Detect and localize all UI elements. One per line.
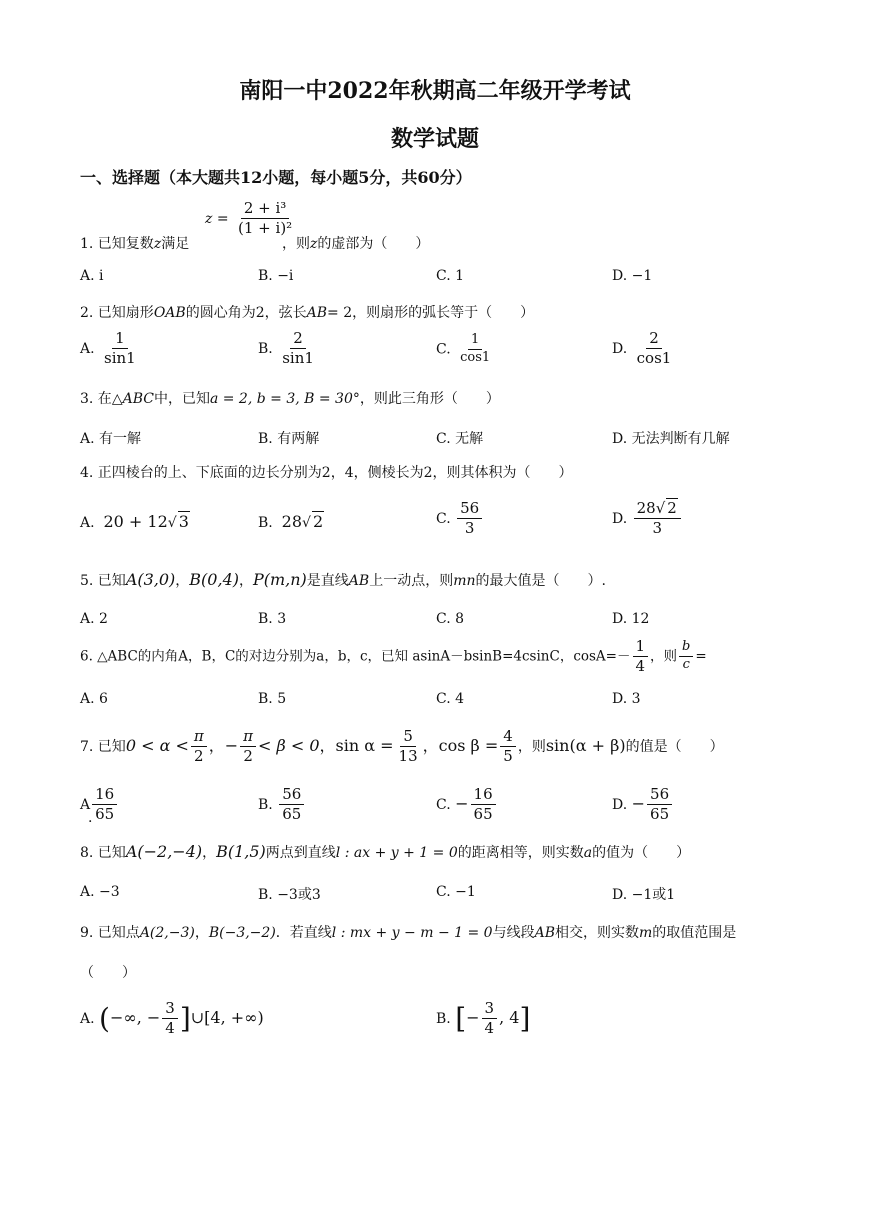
q2-option-a: A. $\frac{1}{\sin 1}$ (80, 329, 136, 368)
question-9-paren: （ ） (80, 965, 136, 981)
exam-title: 南阳一中2022年秋期高二年级开学考试 (239, 78, 631, 104)
q1-option-d: D. −1 (612, 268, 653, 284)
q8-option-d: D. −1或1 (612, 887, 676, 903)
question-7: 7. 已知0 < α < $\frac{\pi}{2}$ ，− $\frac{\pi}{2}$ < β < 0，sin α = $\frac{5}{13}$ ，cos β = $\frac{4}{5}$ ，则sin(α + β)的值是（ ） (80, 727, 724, 766)
q4-option-a: A. 20 + 12√ 3 (80, 512, 189, 531)
q7-option-a-dot: . (88, 810, 93, 826)
q5-option-a: A. 2 (80, 611, 108, 627)
question-2: 2. 已知扇形OAB的圆心角为2，弦长AB= 2，则扇形的弧长等于（ ） (80, 305, 535, 321)
q9-option-a: A. (−∞, − $\frac{3}{4}$ ]∪[4, +∞) (80, 999, 264, 1038)
question-9: 9. 已知点A(2,−3)，B(−3,−2)．若直线l : mx + y − m − 1 = 0与线段AB相交，则实数m的取值范围是 (80, 925, 737, 941)
question-1-text: 1. 已知复数z满足 (80, 236, 190, 252)
q3-option-b: B. 有两解 (258, 431, 320, 447)
question-5: 5. 已知A(3,0)，B(0,4)，P(m,n)是直线AB上一动点，则mn的最大值是（ ）. (80, 570, 606, 589)
q8-option-b: B. −3或3 (258, 887, 321, 903)
question-1-tail: ，则z的虚部为（ ） (282, 236, 430, 252)
q5-option-c: C. 8 (436, 611, 465, 627)
q1-option-c: C. 1 (436, 268, 465, 284)
q4-option-b: B. 28√ 2 (258, 512, 324, 531)
q6-option-b: B. 5 (258, 691, 287, 707)
q7-option-b: B. $\frac{56}{65}$ (258, 786, 306, 824)
q1-option-b: B. −i (258, 268, 294, 284)
q9-option-b: B. [− $\frac{3}{4}$ , 4] (436, 999, 531, 1038)
q5-option-d: D. 12 (612, 611, 650, 627)
q3-option-a: A. 有一解 (80, 431, 142, 447)
question-4: 4. 正四棱台的上、下底面的边长分别为2，4，侧棱长为2，则其体积为（ ） (80, 465, 573, 481)
q2-option-d: D. $\frac{2}{\cos 1}$ (612, 329, 672, 368)
q3-option-c: C. 无解 (436, 431, 484, 447)
question-8: 8. 已知A(−2,−4)，B(1,5)两点到直线l : ax + y + 1 = 0的距离相等，则实数a的值为（ ） (80, 842, 691, 861)
q4-option-c: C. $\frac{56}{3}$ (436, 500, 484, 538)
q6-option-d: D. 3 (612, 691, 641, 707)
q6-option-a: A. 6 (80, 691, 108, 707)
q5-option-b: B. 3 (258, 611, 287, 627)
question-6: 6. △ABC的内角A，B，C的对边分别为a，b，c，已知 asinA－bsinB=4csinC，cosA=－ $\frac{1}{4}$ ，则 $\frac{b}{c}$ = (80, 637, 707, 676)
q7-option-d: D. − $\frac{56}{65}$ (612, 786, 674, 824)
section-heading: 一、选择题（本大题共12小题，每小题5分，共60分） (80, 168, 472, 187)
q7-option-a: A $\frac{16}{65}$ (80, 786, 119, 824)
q8-option-c: C. −1 (436, 884, 476, 900)
q6-option-c: C. 4 (436, 691, 465, 707)
q8-option-a: A. −3 (80, 884, 120, 900)
question-3: 3. 在△ABC中，已知a = 2, b = 3, B = 30°，则此三角形（ ） (80, 391, 500, 407)
q7-option-c: C. − $\frac{16}{65}$ (436, 786, 498, 824)
exam-subtitle: 数学试题 (390, 126, 479, 152)
q2-option-c: C. $\frac{1}{\cos 1}$ (436, 332, 491, 365)
q3-option-d: D. 无法判断有几解 (612, 431, 730, 447)
question-1-formula: z = $\frac{\text{2 + i³}}{\text{(1 + i)²}}$ (205, 199, 293, 238)
q1-option-a: A. i (80, 268, 104, 284)
q4-option-d: D. $\frac{28√ 2}{3}$ (612, 500, 683, 538)
q2-option-b: B. $\frac{2}{\sin 1}$ (258, 329, 314, 368)
